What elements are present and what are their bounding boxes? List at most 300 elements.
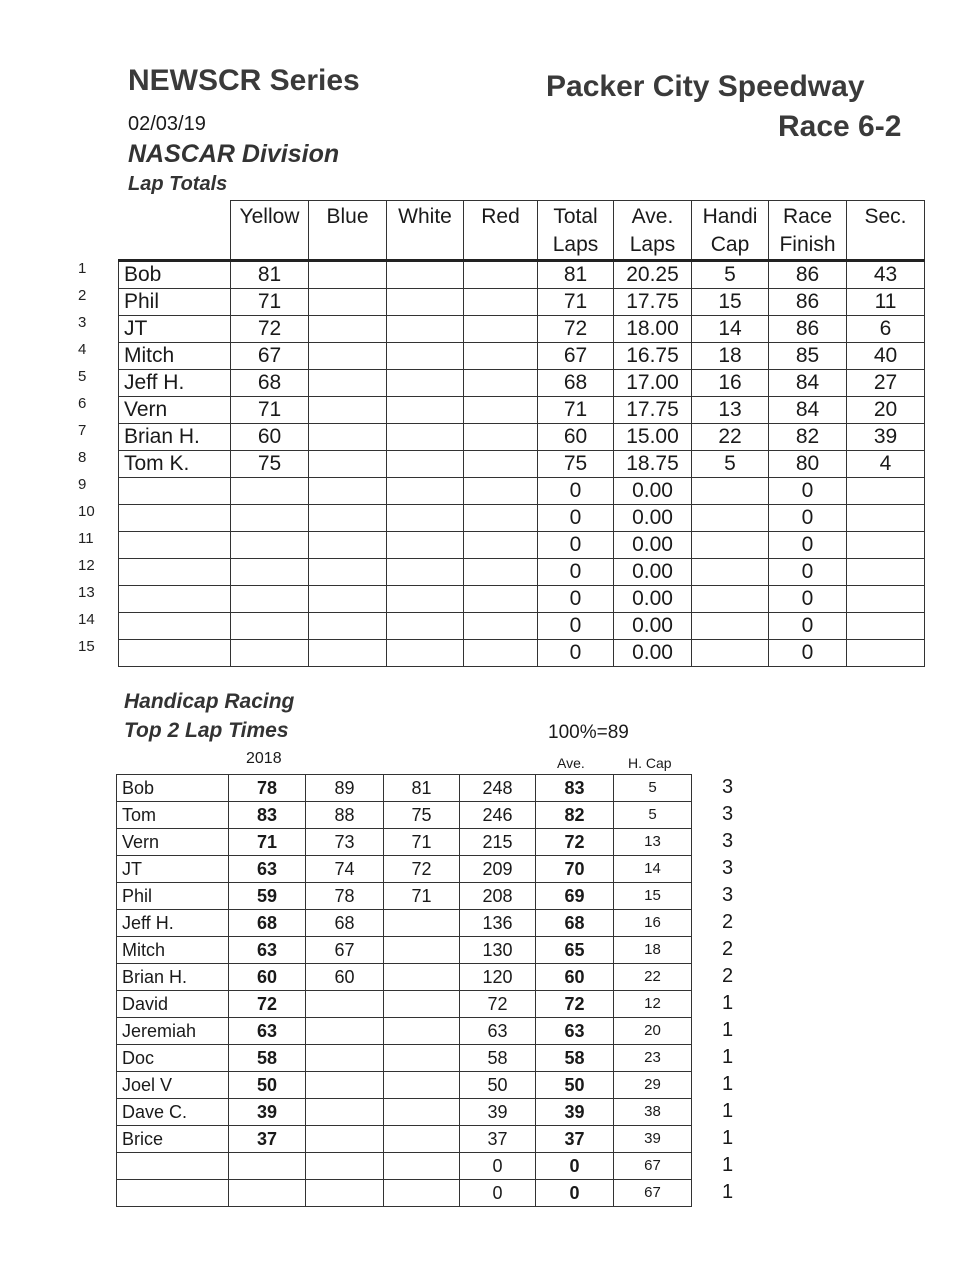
handicap-title: Handicap Racing bbox=[124, 690, 295, 713]
cell-total: 68 bbox=[538, 370, 614, 397]
cell-red bbox=[464, 424, 538, 451]
cell-ave: 65 bbox=[536, 937, 614, 964]
cell-white bbox=[387, 370, 464, 397]
cell-ave: 50 bbox=[536, 1072, 614, 1099]
cell-name bbox=[119, 532, 231, 559]
cell-t2: 81 bbox=[384, 775, 460, 802]
cell-ave: 0.00 bbox=[614, 559, 692, 586]
cell-blue bbox=[309, 559, 387, 586]
table-row bbox=[117, 1099, 692, 1126]
cell-ave: 17.00 bbox=[614, 370, 692, 397]
cell-name: Bob bbox=[119, 261, 231, 289]
cell-total: 67 bbox=[538, 343, 614, 370]
cell-hcap: 38 bbox=[614, 1099, 692, 1126]
cell-hcap: 5 bbox=[614, 802, 692, 829]
cell-t2: 71 bbox=[384, 829, 460, 856]
race-title: Race 6-2 bbox=[778, 110, 902, 143]
cell-ave: 37 bbox=[536, 1126, 614, 1153]
cell-total: 0 bbox=[538, 613, 614, 640]
cell-total: 75 bbox=[538, 451, 614, 478]
cell-ave: 68 bbox=[536, 910, 614, 937]
table-row bbox=[119, 505, 925, 532]
cell-ave: 72 bbox=[536, 991, 614, 1018]
cell-handicap: 15 bbox=[692, 289, 769, 316]
race-count: 1 bbox=[722, 1046, 734, 1068]
year-label: 2018 bbox=[246, 750, 282, 767]
table-row bbox=[119, 586, 925, 613]
cell-hcap: 67 bbox=[614, 1180, 692, 1207]
cell-sec bbox=[847, 640, 925, 667]
cell-name: JT bbox=[117, 856, 229, 883]
cell-y2018: 50 bbox=[229, 1072, 306, 1099]
cell-sum: 63 bbox=[460, 1018, 536, 1045]
cell-t1: 73 bbox=[306, 829, 384, 856]
table-row bbox=[119, 343, 925, 370]
cell-total: 81 bbox=[538, 261, 614, 289]
cell-sec: 4 bbox=[847, 451, 925, 478]
cell-sum: 0 bbox=[460, 1153, 536, 1180]
cell-finish: 0 bbox=[769, 478, 847, 505]
cell-finish: 86 bbox=[769, 289, 847, 316]
cell-finish: 86 bbox=[769, 261, 847, 289]
hcap-label: H. Cap bbox=[628, 755, 672, 771]
race-date: 02/03/19 bbox=[128, 113, 206, 135]
race-count: 3 bbox=[722, 776, 734, 798]
cell-name: Doc bbox=[117, 1045, 229, 1072]
series-title: NEWSCR Series bbox=[128, 64, 360, 97]
cell-t2 bbox=[384, 1099, 460, 1126]
column-header bbox=[847, 201, 925, 261]
cell-sum: 0 bbox=[460, 1180, 536, 1207]
table-row bbox=[117, 1180, 692, 1207]
cell-blue bbox=[309, 640, 387, 667]
cell-t2 bbox=[384, 1180, 460, 1207]
cell-t2 bbox=[384, 910, 460, 937]
column-header bbox=[119, 201, 231, 261]
table-row bbox=[117, 991, 692, 1018]
cell-name: Tom K. bbox=[119, 451, 231, 478]
row-number: 9 bbox=[78, 476, 87, 493]
cell-sec: 40 bbox=[847, 343, 925, 370]
cell-hcap: 29 bbox=[614, 1072, 692, 1099]
cell-sec: 39 bbox=[847, 424, 925, 451]
cell-t2 bbox=[384, 1018, 460, 1045]
cell-total: 71 bbox=[538, 289, 614, 316]
cell-t1 bbox=[306, 1045, 384, 1072]
cell-sec: 20 bbox=[847, 397, 925, 424]
cell-white bbox=[387, 289, 464, 316]
lap-totals-heading: Lap Totals bbox=[128, 173, 228, 195]
cell-ave: 0.00 bbox=[614, 505, 692, 532]
cell-name: Bob bbox=[117, 775, 229, 802]
cell-name: Jeff H. bbox=[117, 910, 229, 937]
column-header-line2: Laps bbox=[629, 233, 676, 256]
cell-name: Brice bbox=[117, 1126, 229, 1153]
column-header bbox=[309, 201, 387, 261]
row-number: 11 bbox=[78, 530, 94, 547]
column-header bbox=[692, 201, 769, 261]
cell-t2 bbox=[384, 937, 460, 964]
cell-name bbox=[119, 613, 231, 640]
cell-yellow: 81 bbox=[231, 261, 309, 289]
race-count: 3 bbox=[722, 803, 734, 825]
cell-sum: 120 bbox=[460, 964, 536, 991]
cell-name: Vern bbox=[117, 829, 229, 856]
column-header bbox=[231, 201, 309, 261]
cell-total: 72 bbox=[538, 316, 614, 343]
cell-handicap: 16 bbox=[692, 370, 769, 397]
cell-t1: 67 bbox=[306, 937, 384, 964]
cell-ave: 58 bbox=[536, 1045, 614, 1072]
cell-t2: 71 bbox=[384, 883, 460, 910]
race-count: 1 bbox=[722, 992, 734, 1014]
cell-red bbox=[464, 451, 538, 478]
cell-t1: 78 bbox=[306, 883, 384, 910]
column-header-line1: Handi bbox=[702, 205, 758, 228]
column-header-line1: Total bbox=[553, 205, 598, 228]
cell-name: Joel V bbox=[117, 1072, 229, 1099]
cell-name bbox=[119, 559, 231, 586]
cell-finish: 85 bbox=[769, 343, 847, 370]
cell-white bbox=[387, 397, 464, 424]
cell-finish: 84 bbox=[769, 370, 847, 397]
cell-hcap: 15 bbox=[614, 883, 692, 910]
cell-ave: 69 bbox=[536, 883, 614, 910]
cell-hcap: 5 bbox=[614, 775, 692, 802]
cell-handicap: 18 bbox=[692, 343, 769, 370]
cell-white bbox=[387, 316, 464, 343]
cell-handicap: 22 bbox=[692, 424, 769, 451]
cell-blue bbox=[309, 316, 387, 343]
cell-sum: 215 bbox=[460, 829, 536, 856]
cell-white bbox=[387, 559, 464, 586]
cell-sum: 209 bbox=[460, 856, 536, 883]
cell-total: 0 bbox=[538, 478, 614, 505]
cell-finish: 0 bbox=[769, 559, 847, 586]
cell-t1 bbox=[306, 991, 384, 1018]
cell-white bbox=[387, 451, 464, 478]
cell-yellow bbox=[231, 478, 309, 505]
cell-t1 bbox=[306, 1018, 384, 1045]
cell-y2018: 59 bbox=[229, 883, 306, 910]
race-count: 2 bbox=[722, 965, 734, 987]
cell-sec: 43 bbox=[847, 261, 925, 289]
cell-red bbox=[464, 397, 538, 424]
column-header bbox=[538, 201, 614, 261]
cell-name: Brian H. bbox=[117, 964, 229, 991]
cell-red bbox=[464, 613, 538, 640]
cell-sec bbox=[847, 613, 925, 640]
cell-yellow: 71 bbox=[231, 289, 309, 316]
cell-t2 bbox=[384, 991, 460, 1018]
cell-blue bbox=[309, 532, 387, 559]
table-row bbox=[119, 316, 925, 343]
cell-blue bbox=[309, 424, 387, 451]
cell-sum: 58 bbox=[460, 1045, 536, 1072]
cell-finish: 82 bbox=[769, 424, 847, 451]
table-row bbox=[117, 964, 692, 991]
cell-finish: 0 bbox=[769, 613, 847, 640]
table-row bbox=[119, 640, 925, 667]
cell-y2018: 71 bbox=[229, 829, 306, 856]
cell-handicap bbox=[692, 505, 769, 532]
cell-hcap: 39 bbox=[614, 1126, 692, 1153]
cell-finish: 0 bbox=[769, 640, 847, 667]
row-number: 15 bbox=[78, 638, 95, 655]
cell-ave: 0.00 bbox=[614, 613, 692, 640]
column-header-line1: White bbox=[398, 205, 452, 228]
cell-ave: 20.25 bbox=[614, 261, 692, 289]
cell-t1 bbox=[306, 1072, 384, 1099]
cell-name: Brian H. bbox=[119, 424, 231, 451]
cell-handicap bbox=[692, 640, 769, 667]
race-count: 1 bbox=[722, 1154, 734, 1176]
cell-blue bbox=[309, 613, 387, 640]
column-header-line1: Ave. bbox=[631, 205, 674, 228]
cell-red bbox=[464, 640, 538, 667]
cell-t1: 89 bbox=[306, 775, 384, 802]
cell-ave: 0 bbox=[536, 1153, 614, 1180]
column-header bbox=[614, 201, 692, 261]
table-row bbox=[119, 613, 925, 640]
cell-ave: 70 bbox=[536, 856, 614, 883]
cell-name: JT bbox=[119, 316, 231, 343]
handicap-table bbox=[116, 774, 692, 1207]
column-header bbox=[464, 201, 538, 261]
cell-t1 bbox=[306, 1153, 384, 1180]
race-count: 2 bbox=[722, 911, 734, 933]
cell-t2 bbox=[384, 964, 460, 991]
cell-sec bbox=[847, 559, 925, 586]
cell-t1 bbox=[306, 1126, 384, 1153]
cell-sum: 50 bbox=[460, 1072, 536, 1099]
cell-name bbox=[119, 640, 231, 667]
row-number: 10 bbox=[78, 503, 95, 520]
cell-y2018: 60 bbox=[229, 964, 306, 991]
row-number: 6 bbox=[78, 395, 87, 412]
cell-yellow bbox=[231, 640, 309, 667]
cell-y2018: 83 bbox=[229, 802, 306, 829]
table-row bbox=[117, 1153, 692, 1180]
table-row bbox=[117, 775, 692, 802]
cell-t2 bbox=[384, 1072, 460, 1099]
cell-blue bbox=[309, 289, 387, 316]
row-number: 12 bbox=[78, 557, 95, 574]
cell-name bbox=[119, 586, 231, 613]
cell-blue bbox=[309, 478, 387, 505]
cell-blue bbox=[309, 261, 387, 289]
cell-handicap: 5 bbox=[692, 451, 769, 478]
table-row bbox=[117, 802, 692, 829]
cell-t1: 74 bbox=[306, 856, 384, 883]
race-count: 1 bbox=[722, 1073, 734, 1095]
cell-ave: 0 bbox=[536, 1180, 614, 1207]
race-count: 1 bbox=[722, 1100, 734, 1122]
race-count: 3 bbox=[722, 830, 734, 852]
table-row bbox=[117, 1018, 692, 1045]
cell-yellow: 72 bbox=[231, 316, 309, 343]
cell-t1: 88 bbox=[306, 802, 384, 829]
cell-t1: 60 bbox=[306, 964, 384, 991]
cell-ave: 17.75 bbox=[614, 397, 692, 424]
row-number: 8 bbox=[78, 449, 87, 466]
cell-ave: 63 bbox=[536, 1018, 614, 1045]
cell-blue bbox=[309, 397, 387, 424]
cell-white bbox=[387, 640, 464, 667]
cell-blue bbox=[309, 505, 387, 532]
cell-sum: 248 bbox=[460, 775, 536, 802]
table-row bbox=[119, 289, 925, 316]
cell-y2018: 37 bbox=[229, 1126, 306, 1153]
cell-ave: 39 bbox=[536, 1099, 614, 1126]
column-header-line1: Yellow bbox=[239, 205, 300, 228]
column-header-line1: Blue bbox=[326, 205, 369, 228]
division-title: NASCAR Division bbox=[128, 140, 340, 168]
column-header-line2: Laps bbox=[552, 233, 599, 256]
cell-t2: 72 bbox=[384, 856, 460, 883]
table-row bbox=[119, 559, 925, 586]
lap-table-header bbox=[119, 201, 925, 261]
cell-handicap: 14 bbox=[692, 316, 769, 343]
cell-finish: 84 bbox=[769, 397, 847, 424]
table-row bbox=[119, 397, 925, 424]
cell-handicap bbox=[692, 532, 769, 559]
column-header-line2: Cap bbox=[710, 233, 750, 256]
cell-hcap: 13 bbox=[614, 829, 692, 856]
cell-total: 0 bbox=[538, 505, 614, 532]
cell-total: 0 bbox=[538, 559, 614, 586]
cell-ave: 72 bbox=[536, 829, 614, 856]
cell-y2018: 63 bbox=[229, 856, 306, 883]
cell-red bbox=[464, 343, 538, 370]
cell-y2018 bbox=[229, 1180, 306, 1207]
cell-sum: 136 bbox=[460, 910, 536, 937]
track-title: Packer City Speedway bbox=[546, 70, 865, 103]
cell-ave: 17.75 bbox=[614, 289, 692, 316]
column-header bbox=[769, 201, 847, 261]
cell-handicap bbox=[692, 586, 769, 613]
cell-hcap: 67 bbox=[614, 1153, 692, 1180]
cell-name: Mitch bbox=[117, 937, 229, 964]
column-header-line1: Race bbox=[782, 205, 833, 228]
cell-white bbox=[387, 586, 464, 613]
table-row bbox=[119, 261, 925, 289]
cell-blue bbox=[309, 451, 387, 478]
race-count: 3 bbox=[722, 884, 734, 906]
cell-name: Phil bbox=[117, 883, 229, 910]
table-row bbox=[119, 478, 925, 505]
cell-t2 bbox=[384, 1153, 460, 1180]
row-number: 5 bbox=[78, 368, 87, 385]
cell-finish: 86 bbox=[769, 316, 847, 343]
cell-red bbox=[464, 586, 538, 613]
cell-finish: 0 bbox=[769, 586, 847, 613]
cell-ave: 15.00 bbox=[614, 424, 692, 451]
cell-y2018: 63 bbox=[229, 1018, 306, 1045]
cell-red bbox=[464, 532, 538, 559]
cell-yellow bbox=[231, 613, 309, 640]
cell-total: 0 bbox=[538, 640, 614, 667]
table-row bbox=[119, 451, 925, 478]
cell-hcap: 22 bbox=[614, 964, 692, 991]
cell-name: David bbox=[117, 991, 229, 1018]
lap-totals-table bbox=[118, 200, 925, 667]
cell-white bbox=[387, 343, 464, 370]
cell-y2018: 72 bbox=[229, 991, 306, 1018]
cell-ave: 0.00 bbox=[614, 640, 692, 667]
cell-blue bbox=[309, 370, 387, 397]
cell-yellow: 75 bbox=[231, 451, 309, 478]
cell-hcap: 14 bbox=[614, 856, 692, 883]
row-number: 13 bbox=[78, 584, 95, 601]
cell-sec: 27 bbox=[847, 370, 925, 397]
cell-red bbox=[464, 478, 538, 505]
cell-ave: 83 bbox=[536, 775, 614, 802]
cell-finish: 0 bbox=[769, 532, 847, 559]
cell-red bbox=[464, 261, 538, 289]
table-row bbox=[117, 856, 692, 883]
cell-sec bbox=[847, 586, 925, 613]
cell-ave: 0.00 bbox=[614, 586, 692, 613]
cell-hcap: 23 bbox=[614, 1045, 692, 1072]
cell-sec bbox=[847, 532, 925, 559]
cell-red bbox=[464, 505, 538, 532]
cell-name: Jeff H. bbox=[119, 370, 231, 397]
table-row bbox=[117, 883, 692, 910]
cell-name: Phil bbox=[119, 289, 231, 316]
cell-total: 60 bbox=[538, 424, 614, 451]
cell-yellow bbox=[231, 559, 309, 586]
table-row bbox=[117, 1126, 692, 1153]
cell-name: Vern bbox=[119, 397, 231, 424]
column-header bbox=[387, 201, 464, 261]
cell-handicap: 13 bbox=[692, 397, 769, 424]
cell-white bbox=[387, 424, 464, 451]
cell-sec: 6 bbox=[847, 316, 925, 343]
cell-name: Jeremiah bbox=[117, 1018, 229, 1045]
race-count: 2 bbox=[722, 938, 734, 960]
cell-y2018: 78 bbox=[229, 775, 306, 802]
cell-red bbox=[464, 289, 538, 316]
cell-t1 bbox=[306, 1099, 384, 1126]
race-count: 1 bbox=[722, 1127, 734, 1149]
cell-total: 71 bbox=[538, 397, 614, 424]
cell-sec bbox=[847, 478, 925, 505]
column-header-line1: Red bbox=[481, 205, 520, 228]
cell-total: 0 bbox=[538, 586, 614, 613]
cell-yellow bbox=[231, 586, 309, 613]
cell-yellow bbox=[231, 505, 309, 532]
cell-finish: 0 bbox=[769, 505, 847, 532]
table-row bbox=[119, 424, 925, 451]
cell-sum: 208 bbox=[460, 883, 536, 910]
cell-white bbox=[387, 505, 464, 532]
table-row bbox=[119, 370, 925, 397]
cell-hcap: 18 bbox=[614, 937, 692, 964]
race-count: 1 bbox=[722, 1019, 734, 1041]
cell-total: 0 bbox=[538, 532, 614, 559]
cell-sum: 246 bbox=[460, 802, 536, 829]
cell-sec: 11 bbox=[847, 289, 925, 316]
row-number: 14 bbox=[78, 611, 95, 628]
cell-sum: 72 bbox=[460, 991, 536, 1018]
cell-name bbox=[119, 478, 231, 505]
cell-name: Dave C. bbox=[117, 1099, 229, 1126]
cell-t2 bbox=[384, 1045, 460, 1072]
ave-label: Ave. bbox=[557, 755, 585, 771]
cell-white bbox=[387, 261, 464, 289]
cell-handicap bbox=[692, 613, 769, 640]
